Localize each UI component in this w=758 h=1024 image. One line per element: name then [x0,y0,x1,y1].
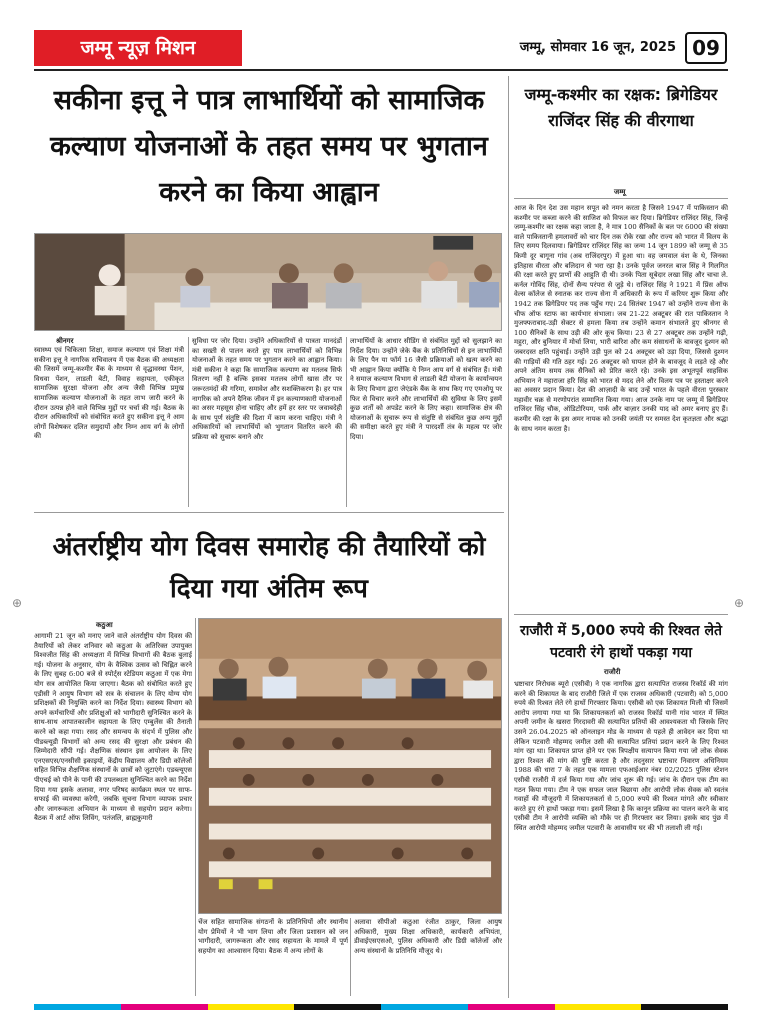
side-story2-body: भ्रष्टाचार निरोधक ब्यूरो (एसीबी) ने एक नागरिक द्वारा सत्यापित राजस्व रिकॉर्ड की मांग करने की शिकायत के बाद राजौरी जिले में एक राजस्व अधिकारी (पटवारी) को 5,000 रुपये की रिश्वत लेते रंगे हाथों गिरफ्तार किया। एसीबी को एक शिकायत मिली थी जिसमें आरोप लगाया गया था कि शिकायतकर्ता को राजस्व रिकॉर्ड यानी गांव भारत में स्थित अपनी जमीन के खसरा गिरदावरी की सत्यापित प्रतियों की आवश्यकता थी जिसके लिए उसने 26.04.2025 को ऑनलाइन मोड के माध्यम से पहले ही आवेदन कर दिया था लेकिन पटवारी मोहम्मद जमील उसी की सत्यापित प्रतियां प्रदान करने के लिए रिश्वत मांग रहा था। शिकायत प्राप्त होने पर एक त्रिपक्षीय सत्यापन किया गया जो लोक सेवक द्वारा रिश्वत की मांग की पुष्टि करता है और तदनुसार भ्रष्टाचार निवारण अधिनियम 1988 की धारा 7 के तहत एक मामला एफआईआर नंबर 02/2025 पुलिस स्टेशन एसीबी राजौरी में दर्ज किया गया और जांच शुरू की गई। जांच के दौरान एक टीम का गठन किया गया। टीम ने एक सफल जाल बिछाया और आरोपी लोक सेवक को स्वतंत्र गवाहों की मौजूदगी में शिकायतकर्ता से 5,000 रुपये की रिश्वत मांगते और स्वीकार करते हुए रंगे हाथों पकड़ा गया। इसमें लिखा है कि कानून प्रक्रिया का पालन करने के बाद एसीबी टीम ने आरोपी व्यक्ति को मौके पर ही गिरफ्तार कर लिया। इसके बाद पुंछ में स्थित आरोपी मोहम्मद जमील पटवारी के आवासीय घर की भी तलाशी ली गई। [514,680,728,832]
story2-column-3: अलावा सीपीओ कठुआ रंजीत ठाकुर, जिला आयुष अधिकारी, मुख्य शिक्षा अधिकारी, कार्यकारी अभियंता, डीवाईएसएसओ, पुलिस अधिकारी और डिग्री कॉलेजों और अन्य संस्थानों के प्रतिनिधि मौजूद थे। [354,918,502,955]
side-story1-headline: जम्मू-कश्मीर का रक्षक: ब्रिगेडियर राजिंदर सिंह की वीरगाथा [524,85,718,130]
page-number: 09 [685,32,727,64]
colorbar-swatch [294,1004,381,1010]
story1-column-2: सुविधा पर जोर दिया। उन्होंने अधिकारियों से पात्रता मानदंडों का सख्ती से पालन करते हुए पात्र लाभार्थियों को विभिन्न योजनाओं के तहत समय पर भुगतान करने का आह्वान किया। मंत्री सकीना ने कहा कि सामाजिक कल्याण का मतलब सिर्फ वितरण नहीं है बल्कि इसका मतलब लोगों खास तौर पर जरूरतमंदों की गरिमा, समावेश और सशक्तिकरण है। हर पात्र नागरिक को अपने दैनिक जीवन में इन कल्याणकारी योजनाओं का असर महसूस होना चाहिए और हमें हर स्तर पर जवाबदेही के साथ पूर्ण संतुष्टि की दिशा में काम करना चाहिए। मंत्री ने अधिकारियों को लाभार्थियों को भुगतान वितरित करने की प्रक्रिया को सुचारू बनाने और [192,337,342,441]
story2-column-1: आगामी 21 जून को मनाए जाने वाले अंतर्राष्ट्रीय योग दिवस की तैयारियों को लेकर शनिवार को कठुआ के अतिरिक्त उपायुक्त विश्वजीत सिंह की अध्यक्षता में विभिन्न विभागों की बैठक बुलाई गई। योजना के अनुसार, योग के वैश्विक उत्सव को चिह्नित करने के लिए सुबह 6:00 बजे से स्पोर्ट्स स्टेडियम कठुआ में एक मेगा योग सत्र आयोजित किया जाएगा। बैठक को संबोधित करते हुए एडीसी ने आयुष विभाग को सत्र के संचालन के लिए योग्य योग प्रशिक्षकों की नियुक्ति करने का निर्देश दिया। स्वास्थ्य विभाग को अपने कर्मचारियों और प्रशिक्षुओं को भागीदारी सुनिश्चित करने के साथ-साथ आपातकालीन सहायता के लिए एम्बुलेंस की तैनाती करने को कहा गया। रसद और समन्वय के संदर्भ में पुलिस और पीडब्ल्यूडी विभागों को अन्य रसद की सुरक्षा और प्रबंधन की जिम्मेदारी सौंपी गई। शैक्षणिक संस्थान इस आयोजन के लिए एनएसएस/एनसीसी इकाइयों, केंद्रीय विद्यालय और डिग्री कॉलेजों सहित विभिन्न शैक्षणिक संस्थानों के छात्रों को जुटाएंगे। एडब्ल्यूएस पीएचई को पीने के पानी की उपलब्धता सुनिश्चित करने का निर्देश दिया गया इसके अलावा, नगर परिषद कार्यक्रम स्थल पर साफ-सफाई की व्यवस्था करेगी, जबकि सूचना विभाग व्यापक प्रचार और जागरूकता अभियान के माध्यम से सहयोग प्रदान करेगा। बैठक में आर्ट ऑफ लिविंग, पतंजलि, ब्राह्मकुमारी [34,632,192,823]
colorbar-swatch [208,1004,295,1010]
story2-dateline: कठुआ [96,621,113,629]
section-rule [514,198,728,199]
story2-column-2: चेंज सहित सामाजिक संगठनों के प्रतिनिधियों और स्थानीय योग प्रेमियों ने भी भाग लिया और जिला प्रशासन को जन भागीदारी, जागरूकता और रसद सहायता के मामले में पूर्ण सहयोग का आश्वासन दिया। बैठक में अन्य लोगों के [198,918,348,955]
story1-dateline: श्रीनगर [56,337,74,345]
column-divider [350,918,351,996]
print-colorbar [34,1004,728,1010]
side-story1-body: आज के दिन देश उस महान सपूत को नमन करता है जिसने 1947 में पाकिस्तान की कश्मीर पर कब्जा करने की साजिश को विफल कर दिया। ब्रिगेडियर राजिंदर सिंह, जिन्हें जम्मू-कश्मीर का रक्षक कहा जाता है, ने मात्र 100 सैनिकों के बल पर 6000 की संख्या वाले पाकिस्तानी हमलावरों को चार दिन तक रोके रखा और राज्य को भारत में विलय के लिए समय दिलवाया। ब्रिगेडियर राजिंदर सिंह का जन्म 14 जून 1899 को जम्मू से 35 किमी दूर बागूना गांव (अब राजिंदरपुर) में हुआ था। वह जमवाल वंश के थे, जिनका इतिहास वीरता और बलिदान से भरा रहा है। उनके पूर्वज जनरल बाज सिंह ने गिलगित की रक्षा करते हुए प्राणों की आहुति दी थी। उनके पिता सूबेदार लखा सिंह और चाचा ले. कर्नल गोविंद सिंह, दोनों सैन्य परंपरा से जुड़े थे। राजिंदर सिंह ने 1921 में प्रिंस ऑफ वेल्स कॉलेज से स्नातक कर राज्य सेना में अधिकारी के रूप में करियर शुरू किया और 1942 तक ब्रिगेडियर पद तक पहुँच गए। 24 सितंबर 1947 को उन्होंने राज्य सेना के चीफ ऑफ स्टाफ का कार्यभार संभाला। जब 21-22 अक्टूबर की रात पाकिस्तान ने मुजफ्फराबाद-उड़ी सेक्टर से हमला किया तब उन्होंने कमान संभालते हुए श्रीनगर से 100 सैनिकों के साथ उड़ी की ओर कूच किया। 23 से 27 अक्टूबर तक उन्होंने गढ़ी, महुरा, और बुनियार में मोर्चा लिया, भारी बारिश और कम संसाधनों के बावजूद दुश्मन को जबरदस्त क्षति पहुंचाई। उन्होंने उड़ी पुल को 24 अक्टूबर को उड़ा दिया, जिससे दुश्मन की गाड़ियों की गति ठहर गई। 26 अक्टूबर को घायल होने के बावजूद वे लड़ते रहे और अपने अंतिम समय तक सैनिकों को प्रेरित करते रहे। उनके इस अभूतपूर्व साहसिक अभियान ने महाराजा हरि सिंह को भारत से मदद लेने और विलय पत्र पर हस्ताक्षर करने का अवसर प्रदान किया। देश की आज़ादी के बाद उन्हें भारत के पहले वीरता पुरस्कार महावीर चक्र से मरणोपरांत सम्मानित किया गया। आज उनके नाम पर जम्मू में ब्रिगेडियर राजिंदर सिंह चौक, ऑडिटोरियम, पार्क और बाज़ार उनकी याद को अमर बनाए हुए हैं। कश्मीर की रक्षा के इस अमर नायक को उनकी जयंती पर समस्त देश कृतज्ञता और श्रद्धा के साथ नमन करता है। [514,204,728,433]
side-story1-dateline: जम्मू [614,188,626,196]
side-story2-dateline: राजौरी [604,668,621,676]
registration-mark-icon: ⊕ [12,596,23,610]
section-rule [514,614,728,615]
masthead [34,30,728,66]
story1-headline: सकीना इत्तू ने पात्र लाभार्थियों को सामाजिक कल्याण योजनाओं के तहत समय पर भुगतान करने का किया आह्वान [50,85,488,208]
meeting-hall-photo-image [199,619,501,913]
story2-headline: अंतर्राष्ट्रीय योग दिवस समारोह की तैयारियों को दिया गया अंतिम रूप [52,532,486,604]
story1-column-1: स्वास्थ्य एवं चिकित्सा शिक्षा, समाज कल्याण एवं शिक्षा मंत्री सकीना इत्तू ने नागरिक सचिवालय में एक बैठक की अध्यक्षता की जिसमें जम्मू-कश्मीर बैंक के माध्यम से वृद्धावस्था पेंशन, विधवा पेंशन, लाडली बेटी, विवाह सहायता, एकीकृत सामाजिक सुरक्षा योजना और अन्य जैसी विभिन्न प्रमुख सामाजिक कल्याण योजनाओं के तहत लाभ जारी करने के दौरान उत्पन्न होने वाले विभिन्न मुद्दों पर चर्चा की गई। बैठक के दौरान अधिकारियों को संबोधित करते हुए सकीना इत्तू ने आम लोगों विशेषकर दलित समुदायों और निम्न आय वर्ग के लोगों की [34,346,184,441]
colorbar-swatch [641,1004,728,1010]
meeting-photo-image [35,234,501,330]
column-divider [188,337,189,507]
side-story2-headline: राजौरी में 5,000 रुपये की रिश्वत लेते पटवारी रंगे हाथों पकड़ा गया [520,623,722,661]
issue-dateline: जम्मू, सोमवार 16 जून, 2025 [519,40,676,55]
section-rule [34,512,504,513]
newspaper-brand: जम्मू न्यूज़ मिशन [34,30,242,66]
colorbar-swatch [34,1004,121,1010]
column-divider [346,337,347,507]
colorbar-swatch [555,1004,642,1010]
masthead-rule [34,69,728,71]
story2-photo [198,618,502,914]
column-divider [195,618,196,996]
right-column-divider [508,76,509,998]
colorbar-swatch [381,1004,468,1010]
colorbar-swatch [121,1004,208,1010]
registration-mark-icon: ⊕ [734,596,745,610]
story1-column-3: लाभार्थियों के आधार सीडिंग से संबंधित मुद्दों को सुलझाने का निर्देश दिया। उन्होंने जेके बैंक के प्रतिनिधियों से इन लाभार्थियों के लिए पैन या फॉर्म 16 जैसी प्रक्रियाओं को खत्म करने का भी आह्वान किया क्योंकि ये निम्न आय वर्ग से संबंधित हैं। मंत्री ने समाज कल्याण विभाग से लाडली बेटी योजना के कार्यान्वयन के लिए विभाग द्वारा जेएंडके बैंक के साथ किए गए एमओयू पर फिर से विचार करने और लाभार्थियों की सुविधा के लिए इसमें कुछ शर्तों को अपडेट करने के लिए कहा। सामाजिक क्षेत्र की योजनाओं के सुचारू रूप से संतुष्टि से संबंधित कुछ अन्य मुद्दों की समीक्षा करते हुए मंत्री ने पारदर्शी तंत्र के महत्व पर जोर दिया। [350,337,502,441]
colorbar-swatch [468,1004,555,1010]
story1-photo [34,233,502,331]
